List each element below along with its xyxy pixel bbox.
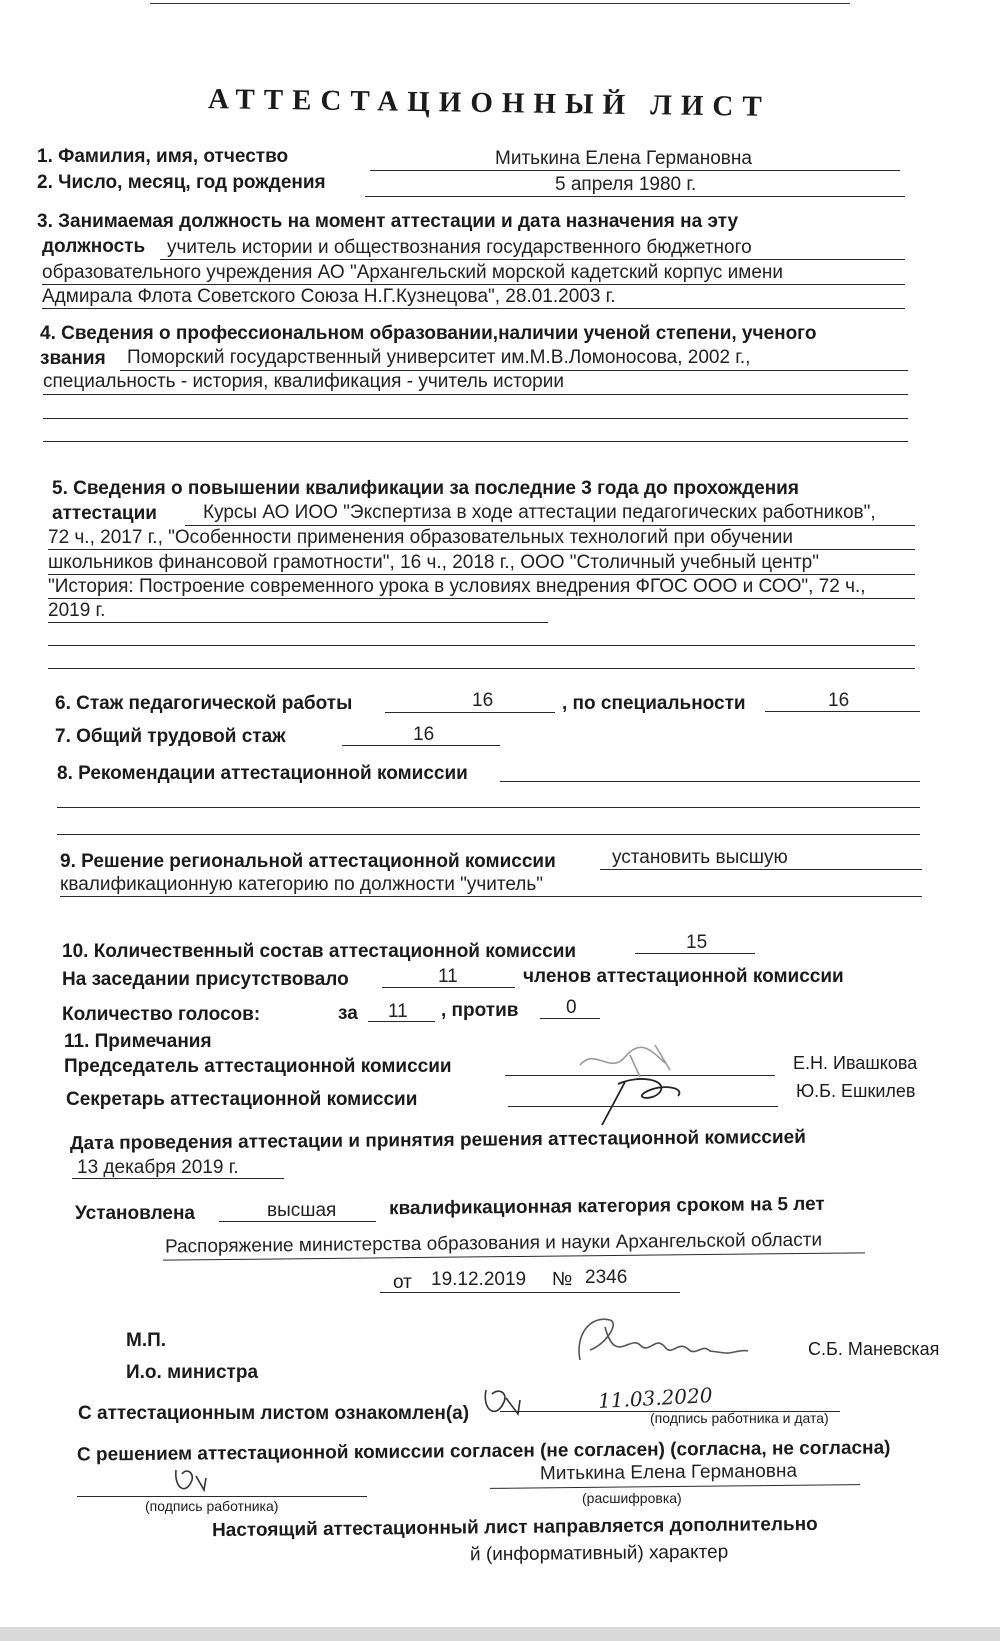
item6-label: 6. Стаж педагогической работы bbox=[55, 693, 353, 714]
employee-sign-caption: (подпись работника) bbox=[145, 1498, 279, 1514]
footer-line2: й (информативный) характер bbox=[469, 1541, 729, 1566]
decoding-caption: (расшифровка) bbox=[582, 1490, 682, 1506]
item10-present-underline bbox=[382, 987, 515, 988]
top-edge-line bbox=[150, 3, 850, 4]
item10-votes-for-underline bbox=[368, 1021, 435, 1022]
item5-underline-6 bbox=[48, 645, 915, 646]
item2-label: 2. Число, месяц, год рождения bbox=[37, 172, 326, 193]
order-number-underline bbox=[380, 1292, 680, 1293]
established-category: высшая bbox=[267, 1200, 337, 1221]
item10-label: 10. Количественный состав аттестационной комиссии bbox=[62, 941, 577, 962]
item1-label: 1. Фамилия, имя, отчество bbox=[37, 146, 289, 167]
acquainted-date: 11.03.2020 bbox=[597, 1383, 714, 1413]
item4-underline-3 bbox=[43, 418, 908, 419]
item4-underline-2 bbox=[43, 394, 908, 395]
order-from-label: от bbox=[393, 1272, 412, 1293]
item6-value2: 16 bbox=[828, 690, 850, 711]
secretary-signature-icon bbox=[590, 1070, 700, 1130]
item9-value-line1: установить высшую bbox=[612, 847, 788, 868]
item9-value-line2: квалификационную категорию по должности "учитель" bbox=[60, 874, 544, 895]
scan-bottom-edge bbox=[0, 1627, 1000, 1641]
minister-label: И.о. министра bbox=[126, 1362, 259, 1383]
acquainted-caption: (подпись работника и дата) bbox=[650, 1410, 829, 1426]
item10-present-label: На заседании присутствовало bbox=[62, 969, 349, 990]
item1-value: Митькина Елена Германовна bbox=[495, 148, 752, 169]
established-category-underline bbox=[219, 1221, 376, 1222]
item2-underline bbox=[365, 196, 905, 197]
item10-underline bbox=[635, 953, 755, 954]
footer-line1: Настоящий аттестационный лист направляется дополнительно bbox=[211, 1513, 818, 1542]
item5-underline-3 bbox=[48, 574, 915, 575]
employee-initials-signature-icon bbox=[478, 1380, 538, 1426]
item4-label-line2: звания bbox=[40, 348, 106, 369]
item6-underline bbox=[385, 712, 555, 713]
agree-label: С решением аттестационной комиссии согласен (не согласен) (согласна, не согласна) bbox=[76, 1437, 891, 1466]
acquainted-label: С аттестационным листом ознакомлен(а) bbox=[78, 1403, 470, 1424]
item5-underline-7 bbox=[48, 668, 915, 669]
item10-present-value: 11 bbox=[438, 966, 458, 987]
order-text: Распоряжение министерства образования и науки Архангельской области bbox=[164, 1229, 823, 1258]
item3-value-line2: образовательного учреждения АО "Архангельский морской кадетский корпус имени bbox=[42, 262, 783, 283]
item10-present-suffix: членов аттестационной комиссии bbox=[523, 966, 844, 987]
secretary-label: Секретарь аттестационной комиссии bbox=[66, 1089, 418, 1110]
chair-label: Председатель аттестационной комиссии bbox=[64, 1056, 452, 1077]
established-label: Установлена bbox=[75, 1203, 196, 1224]
item7-value: 16 bbox=[413, 724, 435, 745]
item11-label: 11. Примечания bbox=[64, 1031, 212, 1052]
stamp-label: М.П. bbox=[126, 1330, 167, 1351]
minister-signature-icon bbox=[560, 1305, 760, 1385]
item3-label-line2: должность bbox=[42, 236, 146, 257]
item10-votes-against-underline bbox=[540, 1018, 600, 1019]
item7-label: 7. Общий трудовой стаж bbox=[55, 726, 286, 747]
item4-value-line2: специальность - история, квалификация - учитель истории bbox=[43, 371, 564, 392]
order-date: 19.12.2019 bbox=[431, 1269, 527, 1290]
item8-label: 8. Рекомендации аттестационной комиссии bbox=[57, 763, 468, 784]
item10-votes-for-value: 11 bbox=[388, 1001, 408, 1022]
item3-label-line1: 3. Занимаемая должность на момент аттестации и дата назначения на эту bbox=[37, 211, 739, 232]
document-title: АТТЕСТАЦИОННЫЙ ЛИСТ bbox=[207, 83, 771, 123]
item6-label2: , по специальности bbox=[562, 693, 746, 714]
secretary-name: Ю.Б. Ешкилев bbox=[796, 1081, 916, 1101]
established-suffix: квалификационная категория сроком на 5 лет bbox=[388, 1193, 825, 1220]
item9-label: 9. Решение региональной аттестационной комиссии bbox=[60, 851, 556, 872]
item8-underline-1 bbox=[500, 781, 920, 782]
item5-underline-5 bbox=[48, 622, 548, 623]
item5-value-line3: школьников финансовой грамотности", 16 ч., 2018 г., ООО "Столичный учебный центр" bbox=[48, 552, 819, 573]
item8-underline-2 bbox=[57, 807, 920, 808]
item10-votes-against-label: , против bbox=[441, 1000, 519, 1021]
item10-votes-label: Количество голосов: bbox=[62, 1004, 261, 1025]
order-no-label: № bbox=[552, 1269, 573, 1290]
item10-votes-against-value: 0 bbox=[566, 997, 577, 1018]
item5-label-line2: аттестации bbox=[52, 503, 157, 524]
item10-value: 15 bbox=[686, 932, 708, 953]
item6-value: 16 bbox=[472, 690, 494, 711]
item5-label-line1: 5. Сведения о повышении квалификации за последние 3 года до прохождения bbox=[52, 478, 799, 499]
item5-underline-1 bbox=[185, 525, 915, 526]
decision-date-underline bbox=[72, 1178, 284, 1179]
item5-underline-2 bbox=[48, 549, 915, 550]
item4-value-line1: Поморский государственный университет им.М.В.Ломоносова, 2002 г., bbox=[127, 347, 751, 368]
item2-value: 5 апреля 1980 г. bbox=[555, 174, 697, 195]
item8-underline-3 bbox=[57, 834, 920, 835]
decision-date-value: 13 декабря 2019 г. bbox=[77, 1157, 239, 1178]
employee-name: Митькина Елена Германовна bbox=[539, 1460, 798, 1485]
item5-value-line2: 72 ч., 2017 г., "Особенности применения образовательных технологий при обучении bbox=[48, 527, 794, 548]
item5-value-line1: Курсы АО ИОО "Экспертиза в ходе аттестации педагогических работников", bbox=[203, 502, 876, 523]
minister-name: С.Б. Маневская bbox=[808, 1339, 940, 1359]
item3-value-line1: учитель истории и обществознания государственного бюджетного bbox=[167, 237, 752, 258]
item4-label-line1: 4. Сведения о профессиональном образовании,наличии ученой степени, ученого bbox=[40, 323, 817, 344]
item3-underline-1 bbox=[160, 259, 905, 260]
item1-underline bbox=[370, 170, 900, 171]
item9-underline-2 bbox=[60, 896, 922, 897]
item5-underline-4 bbox=[48, 598, 915, 599]
item6-underline2 bbox=[765, 711, 920, 712]
item3-value-line3: Адмирала Флота Советского Союза Н.Г.Кузнецова", 28.01.2003 г. bbox=[42, 286, 616, 307]
item3-underline-3 bbox=[42, 308, 905, 309]
item5-value-line5: 2019 г. bbox=[48, 600, 106, 621]
item9-underline-1 bbox=[600, 869, 922, 870]
chair-name: Е.Н. Ивашкова bbox=[793, 1053, 918, 1073]
item4-underline-4 bbox=[43, 441, 908, 442]
employee-sign-underline bbox=[77, 1496, 367, 1497]
item10-votes-for-label: за bbox=[338, 1003, 358, 1024]
item5-value-line4: "История: Построение современного урока в условиях внедрения ФГОС ООО и СОО", 72 ч., bbox=[48, 576, 866, 597]
order-number: 2346 bbox=[585, 1267, 628, 1288]
decision-date-label: Дата проведения аттестации и принятия решения аттестационной комиссией bbox=[69, 1126, 806, 1155]
item7-underline bbox=[342, 745, 500, 746]
item3-underline-2 bbox=[42, 284, 905, 285]
